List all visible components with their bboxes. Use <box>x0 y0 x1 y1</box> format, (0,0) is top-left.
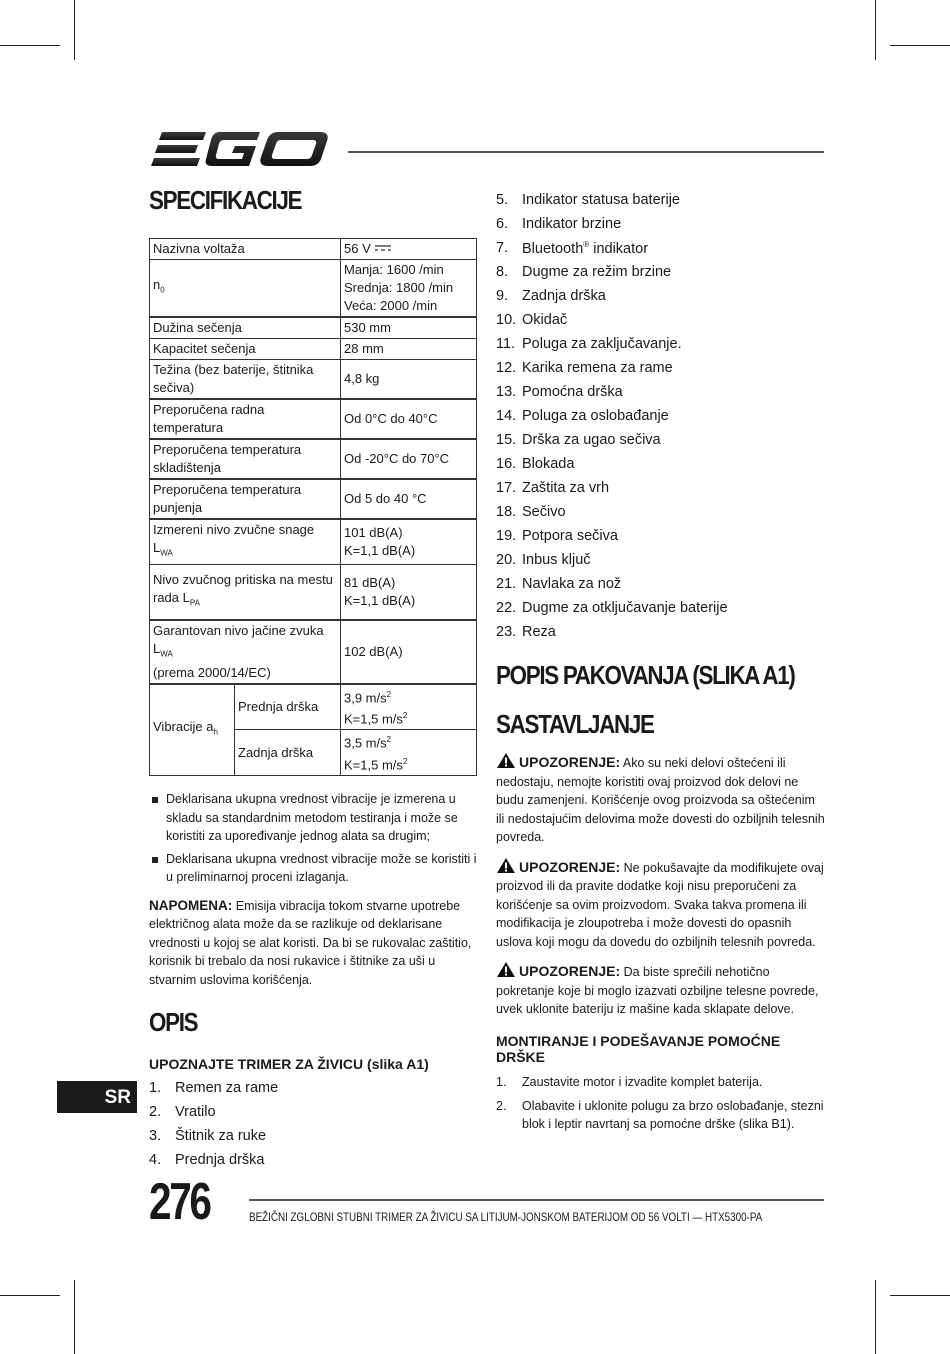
warning-icon <box>496 961 516 978</box>
table-row <box>150 317 477 339</box>
list-item: 19. Potpora sečiva <box>496 528 618 544</box>
crop-mark <box>875 0 876 60</box>
list-item: Deklarisana ukupna vrednost vibracije može se koristiti i u preliminarnoj proceni izlaganja. <box>149 850 477 887</box>
table-row <box>150 239 477 260</box>
list-item: 6. Indikator brzine <box>496 216 622 232</box>
list-item: 3. Štitnik za ruke <box>149 1128 267 1144</box>
list-item: 20. Inbus ključ <box>496 552 591 568</box>
table-row <box>150 684 477 730</box>
warning-icon <box>496 752 516 769</box>
list-item: 8. Dugme za režim brzine <box>496 264 672 280</box>
right-column <box>496 185 826 1139</box>
crop-mark <box>890 1295 950 1296</box>
ego-logo <box>150 128 332 172</box>
table-row <box>150 519 477 564</box>
note-paragraph <box>149 897 477 990</box>
crop-mark <box>0 1295 60 1296</box>
warning-paragraph: UPOZORENJE: Ne pokušavajte da modifikujete ovaj proizvod ili da pravite dodatke koji nisu preporučeni za korišćenje sa ovim proizvodom. Svaka takva promena ili modifikacija je zloupotreba i može dovesti do opasnih uslova koji mogu da dovedu do ozbiljnih telesnih povreda. <box>496 858 824 949</box>
list-item: 11. Poluga za zaključavanje. <box>496 336 682 352</box>
list-item: 12. Karika remena za rame <box>496 360 673 376</box>
opis-subtitle: UPOZNAJTE TRIMER ZA ŽIVICU (slika A1) <box>149 1056 429 1072</box>
list-item: 2. Vratilo <box>149 1104 216 1120</box>
spec-label: Nazivna voltaža <box>150 239 341 260</box>
spec-value: 3,9 $m/s^2$ K=1,5 $m/s^2$ <box>341 684 477 730</box>
list-item: 23. Reza <box>496 624 556 640</box>
crop-mark <box>875 1280 876 1354</box>
table-row <box>150 360 477 400</box>
list-item: 10. Okidač <box>496 312 568 328</box>
vibration-front-label: Prednja drška <box>235 684 341 730</box>
spec-label: Izmereni nivo zvučne snage $L_{WA}$ <box>150 519 341 564</box>
spec-label: Kapacitet sečenja <box>150 339 341 360</box>
spec-table <box>149 238 477 776</box>
parts-list-left <box>149 1076 477 1172</box>
spec-label: Dužina sečenja <box>150 317 341 339</box>
spec-value: 3,5 $m/s^2$ K=1,5 $m/s^2$ <box>341 730 477 776</box>
assembly-subtitle: MONTIRANJE I PODEŠAVANJE POMOĆNE DRŠKE <box>496 1032 781 1065</box>
spec-label: Nivo zvučnog pritiska na mestu rada $L_{PA}$ <box>150 564 341 620</box>
list-item: 1. Remen za rame <box>149 1080 279 1096</box>
header-rule <box>348 151 824 153</box>
assembly-title: SASTAVLJANJE <box>496 709 654 739</box>
list-item: 16. Blokada <box>496 456 575 472</box>
bullet-square-icon <box>152 797 158 803</box>
footer-rule <box>249 1199 824 1201</box>
note-text: Emisija vibracija tokom stvarne upotrebe električnog alata može da se razlikuje od deklarisane vrednosti u kojoj se alat koristi. Da bi se rukovalac zaštitio, korisnik bi trebalo da nosi rukavice i štitnike za uši u stvarnim uslovima korišćenja. <box>149 898 472 987</box>
table-row <box>150 439 477 479</box>
spec-value: Od 5 do 40 °C <box>341 479 477 519</box>
list-item: 9. Zadnja drška <box>496 288 606 304</box>
list-item: 17. Zaštita za vrh <box>496 480 610 496</box>
list-item: 21. Navlaka za nož <box>496 576 622 592</box>
spec-label: Garantovan nivo jačine zvuka $L_{WA}$ (prema 2000/14/EC) <box>150 620 341 684</box>
spec-value: Manja: 1600 /min Srednja: 1800 /min Veća: 2000 /min <box>341 260 477 318</box>
bullet-square-icon <box>152 857 158 863</box>
list-item: 13. Pomoćna drška <box>496 384 623 400</box>
list-item: 4. Prednja drška <box>149 1152 265 1168</box>
spec-value: 28 mm <box>341 339 477 360</box>
specs-title: SPECIFIKACIJE <box>149 185 302 215</box>
crop-mark <box>74 1280 75 1354</box>
table-row <box>150 339 477 360</box>
table-row <box>150 479 477 519</box>
spec-value: Od -20°C do 70°C <box>341 439 477 479</box>
page-number: 276 <box>149 1173 210 1231</box>
spec-label: Preporučena temperatura skladištenja <box>150 439 341 479</box>
warning-icon <box>496 857 516 874</box>
vibration-bullets <box>149 790 477 887</box>
list-item: 15. Drška za ugao sečiva <box>496 432 661 448</box>
table-row <box>150 260 477 318</box>
language-tab: SR <box>57 1081 137 1113</box>
spec-value: 4,8 kg <box>341 360 477 400</box>
list-item: 7. Bluetooth® indikator <box>496 239 649 257</box>
crop-mark <box>0 45 60 46</box>
spec-label: Težina (bez baterije, štitnika sečiva) <box>150 360 341 400</box>
crop-mark <box>890 45 950 46</box>
warning-paragraph: UPOZORENJE: Ako su neki delovi oštećeni ili nedostaju, nemojte koristiti ovaj proizvod dok delovi ne budu zamenjeni. Korišćenje ovog proizvoda sa oštećenim ili nedostajućim delovima može dovesti do ozbiljnih telesnih povreda. <box>496 754 825 844</box>
footer-title: BEŽIČNI ZGLOBNI STUBNI TRIMER ZA ŽIVICU SA LITIJUM-JONSKOM BATERIJOM OD 56 VOLTI — HTX5300-PA <box>249 1210 763 1224</box>
dc-symbol-icon <box>374 244 392 252</box>
spec-value: Od 0°C do 40°C <box>341 399 477 439</box>
table-row <box>150 399 477 439</box>
spec-value: 102 dB(A) <box>341 620 477 684</box>
spec-label: Preporučena radna temperatura <box>150 399 341 439</box>
list-item: 5. Indikator statusa baterije <box>496 192 680 208</box>
list-item: 2. Olabavite i uklonite polugu za brzo oslobađanje, stezni blok i leptir navrtanj sa pomoćne drške (slika B1). <box>496 1098 824 1131</box>
spec-value: 81 dB(A) K=1,1 dB(A) <box>341 564 477 620</box>
spec-label: Vibracije $a_h$ <box>150 684 235 776</box>
opis-title: OPIS <box>149 1007 198 1037</box>
warning-paragraph: UPOZORENJE: Da biste sprečili nehotično pokretanje koje bi moglo izazvati ozbiljne telesne povrede, uvek uklonite bateriju iz mašine kada sklapate delove. <box>496 963 819 1016</box>
table-row <box>150 620 477 684</box>
parts-list-right <box>496 188 826 644</box>
spec-value: 530 mm <box>341 317 477 339</box>
list-item: 1. Zaustavite motor i izvadite komplet baterija. <box>496 1074 763 1089</box>
list-item: 14. Poluga za oslobađanje <box>496 408 669 424</box>
spec-value: 56 V <box>341 239 477 260</box>
list-item: 22. Dugme za otključavanje baterije <box>496 600 728 616</box>
spec-label: Preporučena temperatura punjenja <box>150 479 341 519</box>
assembly-steps <box>496 1073 826 1133</box>
note-label: NAPOMENA: <box>149 897 233 913</box>
list-item: 18. Sečivo <box>496 504 566 520</box>
list-item: Deklarisana ukupna vrednost vibracije je izmerena u skladu sa standardnim metodom testiranja i može se koristiti za upoređivanje jednog alata sa drugim; <box>149 790 477 846</box>
crop-mark <box>74 0 75 60</box>
left-column <box>149 185 477 1172</box>
packing-title: POPIS PAKOVANJA (SLIKA A1) <box>496 660 795 690</box>
table-row <box>150 564 477 620</box>
vibration-rear-label: Zadnja drška <box>235 730 341 776</box>
spec-label: $n_0$ <box>150 260 341 318</box>
spec-value: 101 dB(A) K=1,1 dB(A) <box>341 519 477 564</box>
